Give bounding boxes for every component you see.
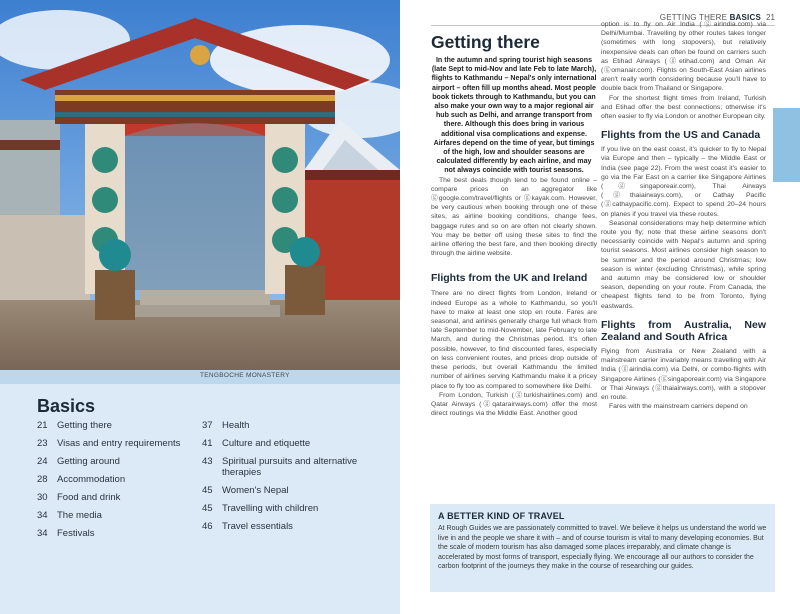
text-column-1 [431, 56, 597, 418]
body-paragraph: Flying from Australia or New Zealand with a mainstream carrier invariably means travelling with Air India (ⓖairindia.com) via Delhi, or combo-flights with Singapore Airlines (ⓖsingaporeair.com) via Singapore or Thai Airways (ⓖthaiairways.com), with a stopover en route. [601, 347, 766, 401]
heading-uk-ireland: Flights from the UK and Ireland [431, 272, 588, 285]
running-head-chapter: BASICS [729, 13, 761, 22]
sidebar-box-body: At Rough Guides we are passionately committed to travel. We believe it helps us understand the world we live in and the people we share it with – and of course tourism is vital to many developing economies. But the scale of modern tourism has also damaged some places irreparably, and climate change is accelerated by most forms of transport, especially flying. We encourage all our authors to consider the carbon footprint of the journeys they make in the course of researching our guides. [438, 525, 767, 571]
body-paragraph: From London, Turkish (ⓖturkishairlines.com) and Qatar Airways (ⓖqatarairways.com) offer the most direct routings via the Middle East. Another good [431, 391, 597, 418]
toc-item[interactable] [202, 503, 382, 514]
sidebar-box [430, 504, 775, 592]
toc-label: Festivals [57, 528, 95, 539]
toc-page-number: 37 [202, 420, 213, 431]
toc-label: The media [57, 510, 102, 521]
heading-australia-nz-sa: Flights from Australia, New Zealand and South Africa [601, 318, 766, 343]
toc-item[interactable] [202, 438, 382, 449]
text-column-2 [601, 20, 766, 411]
toc-item[interactable] [202, 420, 382, 431]
toc-page-number: 46 [202, 521, 213, 532]
toc-page-number: 45 [202, 503, 213, 514]
toc-page-number: 23 [37, 438, 48, 449]
toc-item[interactable] [37, 456, 202, 467]
toc-item[interactable] [37, 438, 202, 449]
page-number: 21 [766, 13, 775, 22]
toc-item[interactable] [202, 521, 382, 532]
toc-item[interactable] [202, 485, 382, 496]
toc-item[interactable] [202, 456, 382, 478]
toc-item[interactable] [37, 420, 202, 431]
sidebar-box-title: A BETTER KIND OF TRAVEL [438, 511, 565, 521]
chapter-tab [773, 108, 800, 182]
body-paragraph: If you live on the east coast, it's quicker to fly to Nepal via Europe and then – typically – the Middle East or India (see page 22). From the west coast it's easier to go via the Far East on a carrier like Singapore Airlines (ⓖsingaporeair.com), Thai Airways (ⓖthaiairways.com), or Cathay Pacific (ⓖcathaypacific.com). Expect to spend 20–24 hours on planes if you travel via these routes. [601, 146, 766, 218]
lead-paragraph: In the autumn and spring tourist high seasons (late Sept to mid-Nov and late Feb to late March), flights to Kathmandu – Nepal's only international airport – often fill up months ahead. Most people book tickets through to Kathmandu, but you can also make your own way to a major regional air hub such as Delhi, and arrange transport from there. Although this does bring in various additional visa complications and expense. Airfares depend on the time of year, but timings of the high, low and shoulder seasons are calculated differently by each airline, and may not always coincide with tourist seasons. [431, 56, 597, 175]
toc-item[interactable] [37, 492, 202, 503]
body-paragraph: For the shortest flight times from Ireland, Turkish and Etihad offer the best connections; otherwise it's often easier to fly via London or another European city. [601, 94, 766, 121]
running-head-section: GETTING THERE [659, 13, 728, 22]
body-paragraph: Fares with the mainstream carriers depend on [609, 403, 748, 411]
toc-item[interactable] [37, 474, 202, 485]
right-page [400, 0, 800, 614]
toc-item[interactable] [37, 510, 202, 521]
body-paragraph: There are no direct flights from London, Ireland or indeed Europe as a whole to Kathmandu, so you'll have to make at least one stop en route. Fares are seasonal, and airlines generally charge full whack from late September to mid-November, late February to late March, and during the Christmas period. It's often possible, however, to find discounted fares, especially on less convenient routes, and prices drop outside of these periods, but overall Kathmandu the limited number of airlines serving Kathmandu make it a pricey place to fly too as compared to somewhere like Delhi. [431, 290, 597, 390]
section-title: Basics [37, 396, 96, 416]
body-paragraph: option is to fly on Air India (ⓖairindia.com) via Delhi/Mumbai. Travelling by other routes takes longer (sometimes with long stopovers), but relatively inexpensive deals can often be found on carriers such as Etihad Airways (ⓖetihad.com) and Oman Air (ⓖomanair.com). Flights on South-East Asian airlines aren't really worth considering because you'll have to double back from Thailand or Singapore. [601, 21, 766, 93]
body-paragraph: Seasonal considerations may help determine which route you fly; note that these airline seasons don't necessarily coincide with Nepal's autumn and spring tourist seasons. Most airlines consider high season to be summer and the period around Christmas; low season is winter (excluding Christmas), while spring and autumn may be considered low or shoulder season, depending on your route. From Canada, the cheapest flights tend to be from Toronto, flying eastwards. [601, 219, 766, 310]
toc-label: Spiritual pursuits and alternative therapies [222, 456, 358, 478]
toc-label: Women's Nepal [222, 485, 289, 496]
toc-page-number: 34 [37, 528, 48, 539]
toc-page-number: 43 [202, 456, 213, 467]
toc-column-left [37, 420, 202, 546]
toc-label: Getting there [57, 420, 112, 431]
monastery-gate-photo [0, 0, 400, 370]
toc-item[interactable] [37, 528, 202, 539]
body-paragraph: The best deals though tend to be found online – compare prices on an aggregator like ⓖgoogle.com/travel/flights or ⓖkayak.com. However, be very cautious when booking through one of these sites, as airline booking conditions, change fees, baggage rules and so on are often not clearly shown. You may be better off using these sites to find the airline offering the best fare, and then booking directly through the airline website. [431, 176, 597, 258]
toc-label: Visas and entry requirements [57, 438, 181, 449]
toc-label: Accommodation [57, 474, 126, 485]
toc-page-number: 21 [37, 420, 48, 431]
toc-column-right [202, 420, 382, 539]
heading-us-canada: Flights from the US and Canada [601, 129, 761, 142]
page-title: Getting there [431, 32, 540, 52]
toc-page-number: 34 [37, 510, 48, 521]
photo-caption-bar [0, 370, 400, 384]
toc-page-number: 45 [202, 485, 213, 496]
toc-label: Food and drink [57, 492, 121, 503]
toc-label: Travel essentials [222, 521, 293, 532]
toc-label: Travelling with children [222, 503, 319, 514]
photo-caption: TENGBOCHE MONASTERY [200, 372, 290, 379]
toc-label: Culture and etiquette [222, 438, 311, 449]
toc-page-number: 24 [37, 456, 48, 467]
toc-page-number: 30 [37, 492, 48, 503]
toc-page-number: 28 [37, 474, 48, 485]
toc-label: Getting around [57, 456, 120, 467]
toc-label: Health [222, 420, 250, 431]
toc-page-number: 41 [202, 438, 213, 449]
